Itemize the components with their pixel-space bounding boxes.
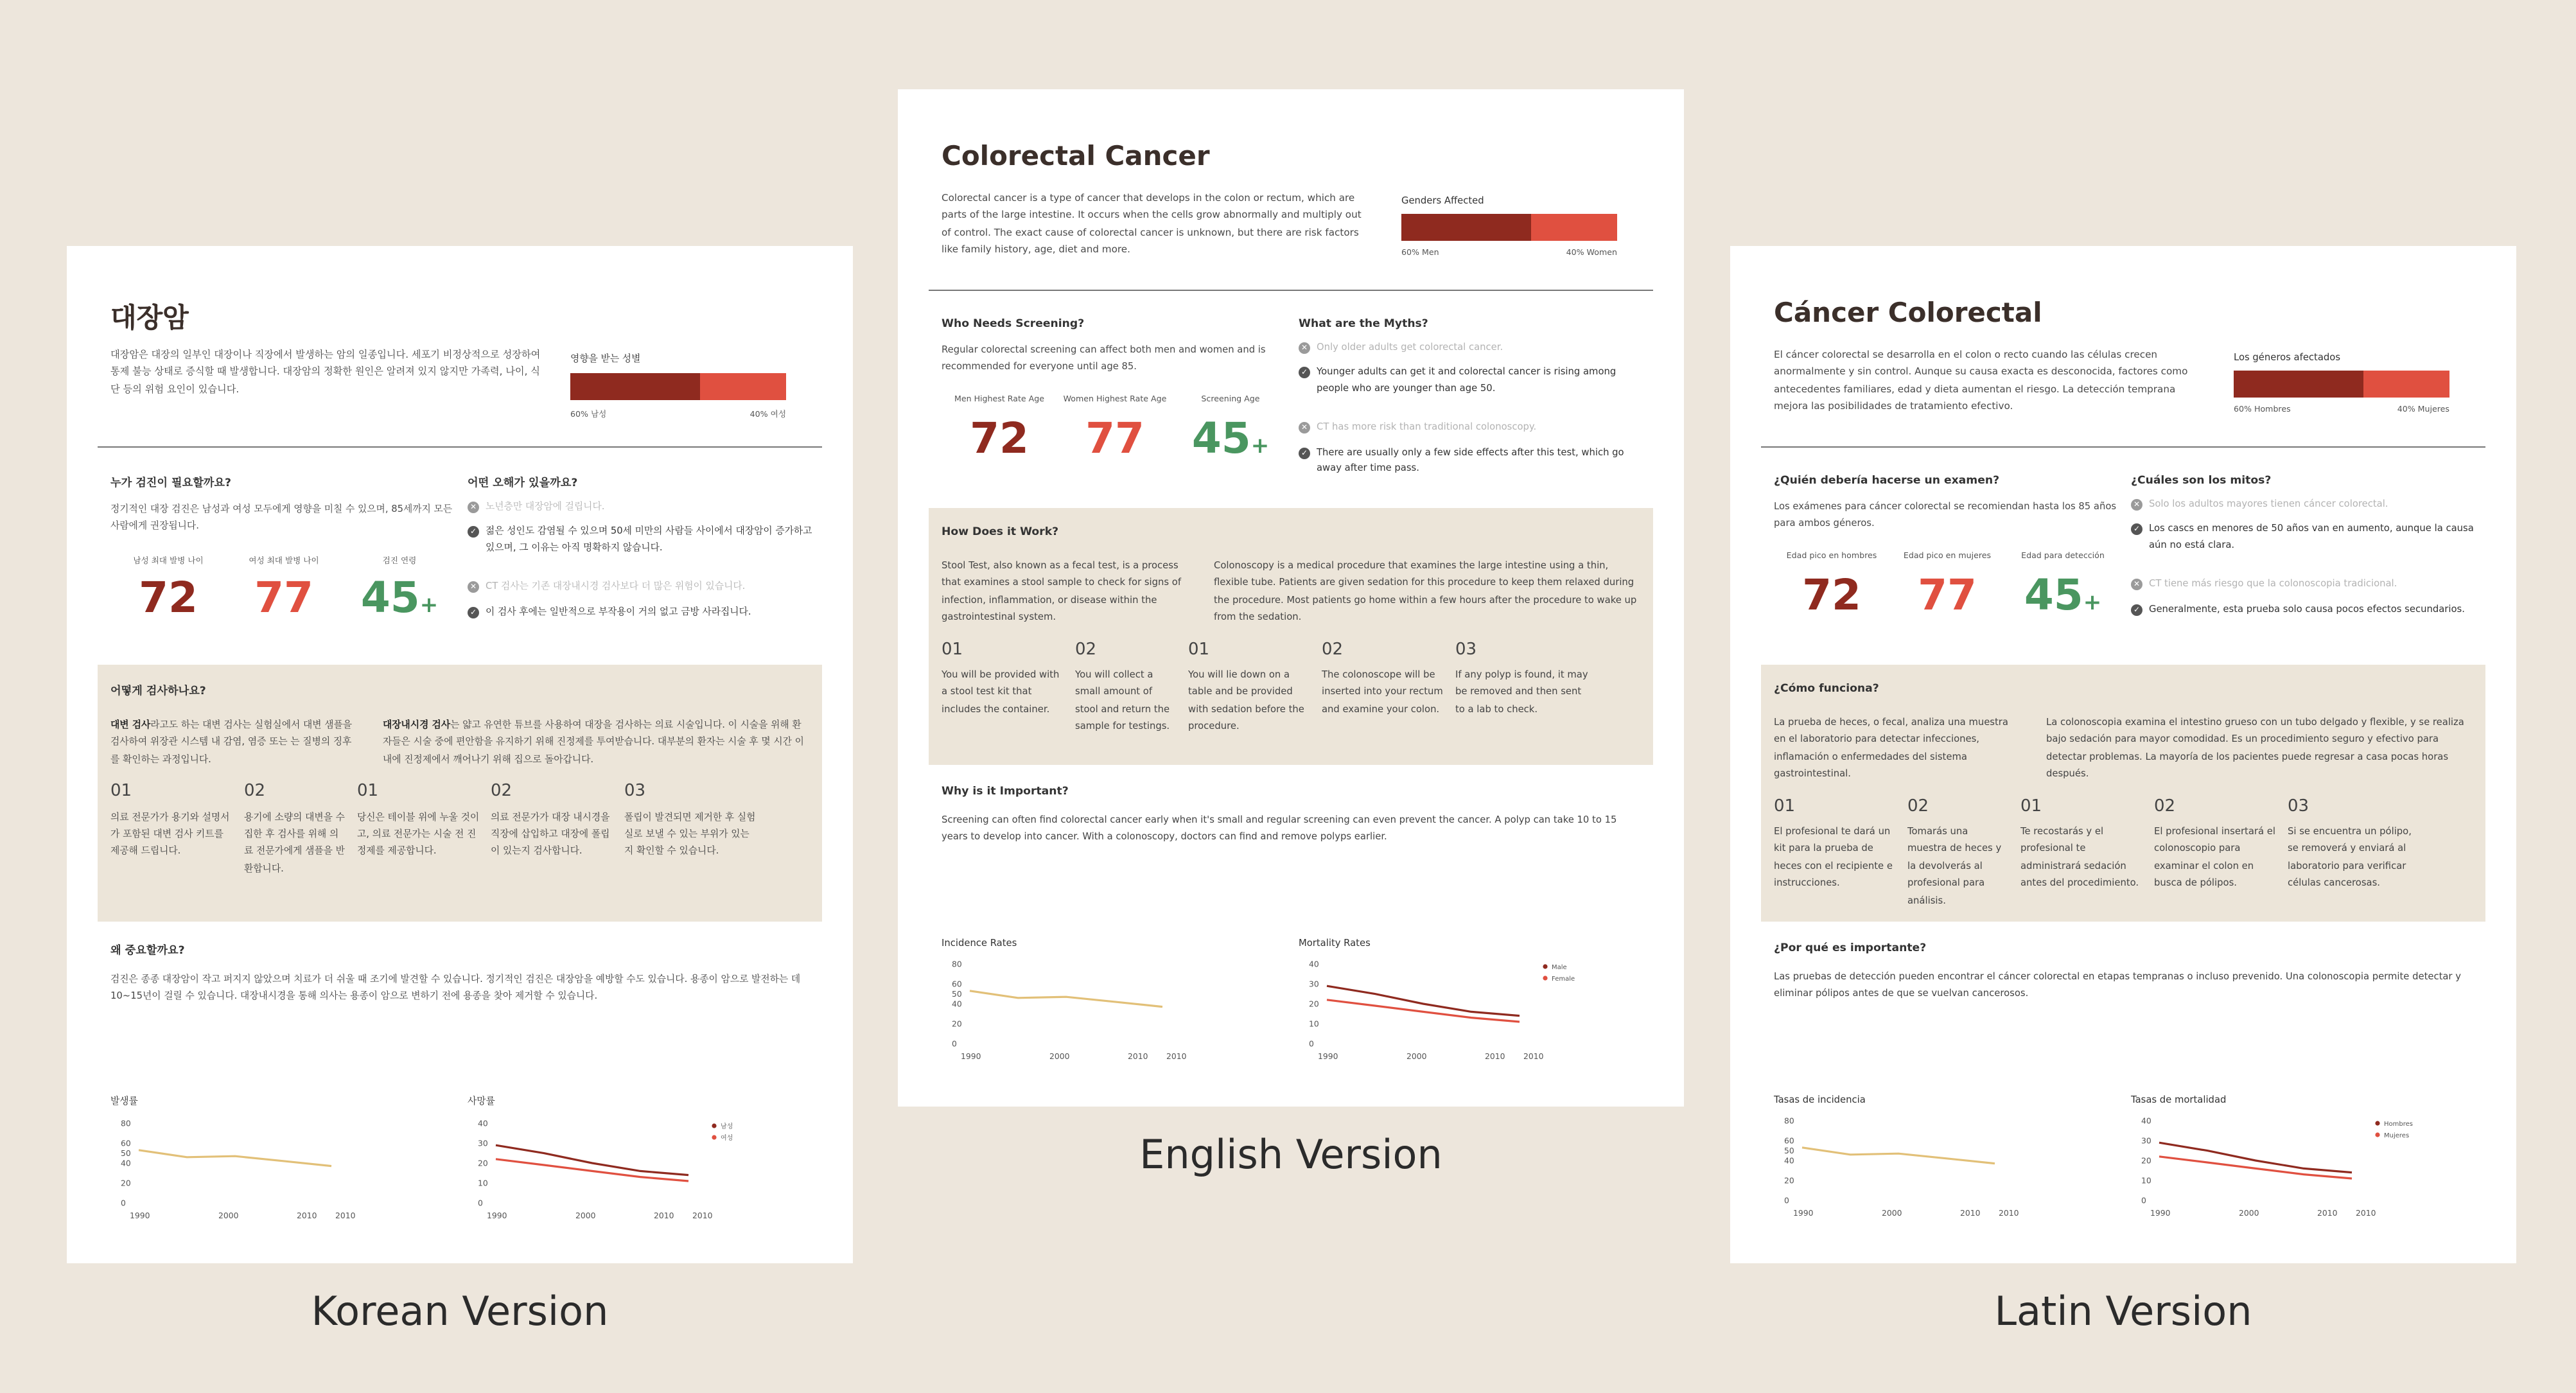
- caption-english: English Version: [1139, 1131, 1442, 1178]
- how-heading: 어떻게 검사하나요?: [110, 685, 206, 698]
- y-tick-label: 20: [952, 1019, 962, 1029]
- myth-item: [468, 579, 817, 595]
- check-circle-icon: ✓: [2131, 524, 2142, 536]
- colonoscopy-description: 대장내시경 검사는 얇고 유연한 튜브를 사용하여 대장을 검사하는 의료 시술입니다. 이 시술을 위해 환자들은 시술 중에 편안함을 유지하기 위해 진정제를 투여받습니다. 대부분의 환자는 시술 후 몇 시간 이내에 진정제에서 깨어나기 위해 집으로 돌아갑니다.: [383, 719, 804, 765]
- why-heading: Why is it Important?: [942, 785, 1069, 798]
- stat-label: 여성 최대 발병 나이: [249, 557, 319, 566]
- x-circle-icon: ✕: [2131, 499, 2142, 511]
- stat-label: Edad pico en mujeres: [1903, 552, 1992, 561]
- x-circle-icon: ✕: [1299, 342, 1310, 354]
- page-title: Colorectal Cancer: [942, 141, 1210, 171]
- procedure-step: [942, 641, 1075, 735]
- stool-test-description: 대변 검사라고도 하는 대변 검사는 실험실에서 대변 샘플을 검사하여 위장관 시스템 내 감염, 염증 또는 는 질병의 징후를 확인하는 과정입니다.: [110, 719, 353, 765]
- procedure-steps: [110, 783, 809, 877]
- age-stats: [1774, 552, 2121, 629]
- incidence-chart-svg: [1774, 1113, 2095, 1241]
- page-title: Cáncer Colorectal: [1774, 297, 2042, 328]
- myth-text: 젊은 성인도 감염될 수 있으며 50세 미만의 사람들 사이에서 대장암이 증가하고 있으며, 그 이유는 아직 명확하지 않습니다.: [486, 525, 812, 553]
- check-circle-icon: ✓: [468, 606, 479, 618]
- x-tick-label: 1990: [1318, 1051, 1338, 1061]
- how-does-it-work-panel: [98, 665, 822, 922]
- procedure-steps: [1774, 798, 2473, 909]
- myths-heading: ¿Cuáles son los mitos?: [2131, 475, 2272, 487]
- check-circle-icon: ✓: [468, 527, 479, 538]
- incidence-line: [139, 1150, 331, 1166]
- y-tick-label: 0: [2141, 1195, 2146, 1205]
- y-tick-label: 0: [1784, 1195, 1789, 1205]
- step-text: You will lie down on a table and be provided with sedation before the procedure.: [1188, 669, 1304, 732]
- y-tick-label: 80: [121, 1118, 131, 1128]
- legend-female-label: 여성: [721, 1135, 733, 1142]
- procedure-step: [1774, 798, 1907, 909]
- stat-2: [1889, 552, 2005, 629]
- divider: [1761, 446, 2485, 448]
- stat-1: [1774, 552, 1889, 629]
- check-circle-icon: ✓: [2131, 604, 2142, 615]
- x-tick-label: 2000: [1882, 1208, 1902, 1218]
- intro-text: 대장암은 대장의 일부인 대장이나 직장에서 발생하는 암의 일종입니다. 세포기 비정상적으로 성장하여 통제 불능 상태로 증식할 때 발생합니다. 대장암의 정확한 원인은 알려져 있지 않지만 가족력, 나이, 식단 등의 위험 요인이 있습니다.: [110, 349, 541, 395]
- women-segment: [700, 373, 786, 400]
- age-stats: [110, 554, 457, 631]
- stat-value: 77: [1085, 413, 1144, 463]
- step-text: Te recostarás y el profesional te administrará sedación antes del procedimiento.: [2020, 825, 2139, 889]
- genders-label: Los géneros afectados: [2234, 351, 2341, 363]
- stat-value: 77: [254, 572, 313, 622]
- y-tick-label: 20: [121, 1178, 131, 1188]
- why-text: 검진은 종종 대장암이 작고 퍼지지 않았으며 치료가 더 쉬울 때 조기에 발견할 수 있습니다. 정기적인 검진은 대장암을 예방할 수도 있습니다. 용종이 암으로 발전하는 데 10~15년이 걸릴 수 있습니다. 대장내시경을 통해 의사는 용종이 암으로 변하기 전에 용종을 찾아 제거할 수 있습니다.: [110, 973, 801, 1002]
- legend-male-swatch: [1543, 964, 1547, 968]
- x-circle-icon: ✕: [468, 502, 479, 513]
- step-text: You will be provided with a stool test kit that includes the container.: [942, 669, 1060, 715]
- who-heading: ¿Quién debería hacerse un examen?: [1774, 475, 2000, 487]
- x-tick-label: 1990: [487, 1211, 507, 1220]
- step-number: 01: [110, 782, 132, 802]
- step-number: 02: [244, 782, 266, 802]
- y-tick-label: 20: [478, 1158, 488, 1168]
- myths-heading: What are the Myths?: [1299, 318, 1428, 331]
- step-number: 01: [1188, 640, 1210, 660]
- x-tick-label: 2000: [218, 1211, 239, 1220]
- genders-label: 영향을 받는 성별: [570, 353, 641, 364]
- x-tick-label: 2010: [1523, 1051, 1544, 1061]
- myth-item: [1299, 340, 1648, 356]
- y-tick-label: 40: [1784, 1155, 1794, 1166]
- genders-affected-bar: [2234, 351, 2449, 414]
- why-important-section: [942, 785, 1640, 846]
- y-tick-label: 30: [478, 1138, 488, 1148]
- legend-female-swatch: [2375, 1132, 2379, 1137]
- why-heading: ¿Por qué es importante?: [1774, 942, 1927, 955]
- mortality-chart-svg: [468, 1116, 789, 1244]
- mortality-chart-svg: [2131, 1113, 2452, 1241]
- y-tick-label: 40: [121, 1158, 131, 1168]
- divider: [929, 290, 1653, 291]
- y-tick-label: 20: [1784, 1175, 1794, 1186]
- y-tick-label: 60: [1784, 1135, 1794, 1146]
- procedure-step: [110, 783, 244, 877]
- men-segment: [1401, 214, 1531, 241]
- y-tick-label: 50: [1784, 1145, 1794, 1155]
- women-segment: [1531, 214, 1617, 241]
- procedure-step: [1322, 641, 1455, 735]
- men-segment: [2234, 371, 2363, 398]
- who-needs-screening: [942, 318, 1288, 472]
- mortality-chart: [2131, 1094, 2452, 1248]
- step-text: 용기에 소량의 대변을 수집한 후 검사를 위해 의료 전문가에게 샘플을 반환합니다.: [244, 810, 345, 874]
- x-tick-label: 2000: [575, 1211, 596, 1220]
- step-text: El profesional te dará un kit para la prueba de heces con el recipiente e instrucciones.: [1774, 825, 1893, 889]
- who-needs-screening: [110, 475, 457, 631]
- step-number: 01: [1774, 796, 1796, 816]
- procedure-step: [2154, 798, 2288, 909]
- why-text: Las pruebas de detección pueden encontrar el cáncer colorectal en etapas tempranas o incluso prevenido. Una colonoscopia permite detectar y eliminar pólipos antes de que se vuelvan cancerosos.: [1774, 970, 2461, 999]
- women-segment: [2363, 371, 2449, 398]
- incidence-chart: [1774, 1094, 2095, 1248]
- myth-text: 이 검사 후에는 일반적으로 부작용이 거의 없고 금방 사라집니다.: [486, 605, 751, 617]
- step-text: Si se encuentra un pólipo, se removerá y enviará al laboratorio para verificar células cancerosas.: [2288, 825, 2412, 889]
- incidence-line: [970, 991, 1162, 1007]
- infographic-page-en: [898, 89, 1684, 1107]
- colonoscopy-description: La colonoscopia examina el intestino grueso con un tubo delgado y flexible, y se realiza bajo sedación para mayor comodidad. Es un procedimiento seguro y efectivo para detectar problemas. La mayoría de los pacientes puede regresar a casa pocas horas después.: [2046, 716, 2464, 780]
- x-tick-label: 1990: [1793, 1208, 1814, 1218]
- stat-2: [1057, 395, 1173, 472]
- legend-female-label: Mujeres: [2384, 1132, 2410, 1139]
- step-text: The colonoscope will be inserted into your rectum and examine your colon.: [1322, 669, 1443, 715]
- x-tick-label: 2010: [2356, 1208, 2376, 1218]
- y-tick-label: 0: [478, 1198, 483, 1208]
- stat-label: Edad pico en hombres: [1786, 552, 1877, 561]
- how-does-it-work-panel: [929, 508, 1653, 765]
- caption-latin: Latin Version: [1994, 1288, 2252, 1335]
- stat-2: [226, 554, 342, 631]
- stat-label: Screening Age: [1201, 395, 1260, 404]
- mortality-chart-title: Mortality Rates: [1299, 937, 1371, 949]
- infographic-page-ko: [67, 246, 853, 1263]
- myth-text: Solo los adultos mayores tienen cáncer colorectal.: [2149, 498, 2388, 509]
- procedure-step: [357, 783, 491, 877]
- y-tick-label: 0: [952, 1038, 957, 1049]
- women-share-label: 40% Women: [1566, 249, 1617, 258]
- step-text: If any polyp is found, it may be removed and then sent to a lab to check.: [1455, 669, 1588, 715]
- genders-label: Genders Affected: [1401, 195, 1484, 206]
- y-tick-label: 20: [1309, 999, 1319, 1009]
- who-text: Los exámenes para cáncer colorectal se recomiendan hasta los 85 años para ambos géneros.: [1774, 500, 2117, 529]
- y-tick-label: 30: [1309, 979, 1319, 989]
- step-number: 03: [1455, 640, 1477, 660]
- stat-label: Men Highest Rate Age: [954, 395, 1045, 404]
- y-tick-label: 40: [2141, 1116, 2151, 1126]
- myth-item: [468, 499, 817, 515]
- procedure-step: [2288, 798, 2431, 909]
- divider: [98, 446, 822, 448]
- myths-section: [1299, 318, 1648, 477]
- incidence-chart-svg: [110, 1116, 432, 1244]
- x-tick-label: 2010: [692, 1211, 713, 1220]
- gender-bar: [1401, 214, 1617, 241]
- age-stats: [942, 395, 1288, 472]
- stat-value: 72: [970, 413, 1029, 463]
- women-share-label: 40% 여성: [749, 410, 786, 419]
- who-heading: Who Needs Screening?: [942, 318, 1085, 331]
- x-tick-label: 2010: [654, 1211, 674, 1220]
- myth-item: [1299, 419, 1648, 435]
- step-number: 02: [1907, 796, 1929, 816]
- x-tick-label: 2010: [1999, 1208, 2019, 1218]
- step-text: Tomarás una muestra de heces y la devolverás al profesional para análisis.: [1907, 825, 2002, 906]
- procedure-step: [244, 783, 357, 877]
- y-tick-label: 10: [1309, 1019, 1319, 1029]
- fact-item: [468, 524, 817, 556]
- who-heading: 누가 검진이 필요할까요?: [110, 477, 231, 490]
- x-tick-label: 2010: [1485, 1051, 1505, 1061]
- x-circle-icon: ✕: [468, 581, 479, 593]
- stat-3: [342, 554, 457, 631]
- stat-value: 45+: [1191, 413, 1270, 463]
- fact-item: [2131, 601, 2480, 617]
- check-circle-icon: ✓: [1299, 447, 1310, 459]
- stat-3: [2005, 552, 2121, 629]
- myth-text: 노년층만 대장암에 걸립니다.: [486, 500, 605, 512]
- myth-text: Only older adults get colorectal cancer.: [1317, 341, 1503, 353]
- x-tick-label: 2010: [297, 1211, 317, 1220]
- myths-section: [468, 475, 817, 620]
- procedure-step: [2020, 798, 2154, 909]
- incidence-line: [1802, 1148, 1995, 1164]
- intro-text: Colorectal cancer is a type of cancer that develops in the colon or rectum, which are parts of the large intestine. It occurs when the cells grow abnormally and multiply out of control. The exact cause of colorectal cancer is unknown, but there are risk factors like family history, age, diet and more.: [942, 192, 1362, 256]
- legend-male-label: 남성: [721, 1123, 733, 1130]
- myth-text: Generalmente, esta prueba solo causa pocos efectos secundarios.: [2149, 602, 2465, 615]
- x-tick-label: 1990: [130, 1211, 150, 1220]
- y-tick-label: 80: [952, 959, 962, 969]
- stool-test-description: La prueba de heces, o fecal, analiza una muestra en el laboratorio para detectar infecciones, inflamación o enfermedades del sistema gastrointestinal.: [1774, 716, 2008, 780]
- stat-value: 45+: [360, 572, 439, 622]
- procedure-step: [491, 783, 624, 877]
- procedure-step: [624, 783, 768, 877]
- stat-label: 남성 최대 발병 나이: [133, 557, 204, 566]
- y-tick-label: 10: [2141, 1175, 2151, 1186]
- mortality-chart-title: 사망률: [468, 1095, 495, 1107]
- step-text: 의료 전문가가 용기와 설명서가 포함된 대변 검사 키트를 제공해 드립니다.: [110, 810, 230, 857]
- step-text: 의료 전문가가 대장 내시경을 직장에 삽입하고 대장에 폴립이 있는지 검사합니다.: [491, 810, 610, 857]
- stat-label: 검진 연령: [382, 557, 417, 566]
- legend-female-swatch: [712, 1135, 716, 1139]
- y-tick-label: 0: [121, 1198, 126, 1208]
- step-text: 폴립이 발견되면 제거한 후 실험실로 보낼 수 있는 부위가 있는지 확인할 수 있습니다.: [624, 810, 756, 857]
- stat-label: Edad para detección: [2021, 552, 2105, 561]
- step-number: 02: [491, 782, 513, 802]
- stat-1: [942, 395, 1057, 472]
- colonoscopy-description: Colonoscopy is a medical procedure that examines the large intestine using a thin, flexible tube. Patients are given sedation for this procedure to keep them relaxed during the procedure. Most patients go home within a few hours after the procedure to wake up from the sedation.: [1214, 559, 1637, 623]
- procedure-step: [1907, 798, 2020, 909]
- fact-item: [2131, 521, 2480, 554]
- step-number: 02: [1075, 640, 1097, 660]
- mortality-chart-svg: [1299, 956, 1620, 1085]
- how-heading: How Does it Work?: [942, 526, 1059, 539]
- y-tick-label: 0: [1309, 1038, 1314, 1049]
- stat-value: 77: [1918, 570, 1977, 620]
- legend-male-swatch: [2375, 1121, 2379, 1125]
- why-text: Screening can often find colorectal cancer early when it's small and regular screening can even prevent the cancer. A polyp can take 10 to 15 years to develop into cancer. With a colonoscopy, doctors can find and remove polyps earlier.: [942, 814, 1617, 843]
- page-title: 대장암: [110, 302, 189, 333]
- x-tick-label: 2010: [1128, 1051, 1148, 1061]
- gender-bar: [570, 373, 786, 400]
- procedure-step: [1188, 641, 1322, 735]
- procedure-step: [1455, 641, 1599, 735]
- myth-text: Younger adults can get it and colorectal cancer is rising among people who are younger than age 50.: [1317, 365, 1617, 394]
- mortality-chart-title: Tasas de mortalidad: [2131, 1094, 2227, 1105]
- x-tick-label: 2010: [1166, 1051, 1187, 1061]
- y-tick-label: 60: [952, 979, 962, 989]
- step-number: 01: [2020, 796, 2042, 816]
- step-number: 03: [624, 782, 646, 802]
- x-tick-label: 2000: [2239, 1208, 2259, 1218]
- myths-section: [2131, 475, 2480, 617]
- y-tick-label: 40: [952, 999, 962, 1009]
- y-tick-label: 40: [1309, 959, 1319, 969]
- how-heading: ¿Cómo funciona?: [1774, 683, 1879, 696]
- incidence-chart: [110, 1094, 432, 1248]
- stat-value: 72: [1802, 570, 1861, 620]
- x-tick-label: 1990: [961, 1051, 981, 1061]
- x-tick-label: 2010: [2317, 1208, 2338, 1218]
- incidence-chart-svg: [942, 956, 1263, 1085]
- men-share-label: 60% Men: [1401, 249, 1439, 258]
- infographic-page-es: [1730, 246, 2516, 1263]
- stat-3: [1173, 395, 1288, 472]
- myth-text: CT tiene más riesgo que la colonoscopia tradicional.: [2149, 577, 2397, 590]
- stool-test-description: Stool Test, also known as a fecal test, is a process that examines a stool sample to check for signs of infection, inflammation, or disease within the gastrointestinal system.: [942, 559, 1182, 623]
- gender-bar: [2234, 371, 2449, 398]
- x-tick-label: 2010: [335, 1211, 356, 1220]
- incidence-chart-title: Tasas de incidencia: [1774, 1094, 1866, 1105]
- fact-item: [468, 604, 817, 620]
- myth-text: There are usually only a few side effects after this test, which go away after time pass.: [1317, 446, 1624, 474]
- why-important-section: [110, 942, 809, 1005]
- step-number: 02: [2154, 796, 2176, 816]
- procedure-steps: [942, 641, 1640, 735]
- myth-text: CT 검사는 기존 대장내시경 검사보다 더 많은 위험이 있습니다.: [486, 580, 746, 592]
- fact-item: [1299, 365, 1648, 397]
- who-needs-screening: [1774, 475, 2121, 629]
- stat-1: [110, 554, 226, 631]
- check-circle-icon: ✓: [1299, 367, 1310, 379]
- incidence-chart-title: Incidence Rates: [942, 937, 1017, 949]
- x-circle-icon: ✕: [2131, 579, 2142, 590]
- myth-text: Los cascs en menores de 50 años van en aumento, aunque la causa aún no está clara.: [2149, 522, 2474, 550]
- step-number: 03: [2288, 796, 2309, 816]
- caption-korean: Korean Version: [311, 1288, 609, 1335]
- y-tick-label: 40: [478, 1118, 488, 1128]
- stat-value: 72: [139, 572, 198, 622]
- legend-male-label: Male: [1552, 964, 1567, 971]
- why-important-section: [1774, 942, 2473, 1003]
- mortality-chart: [1299, 937, 1620, 1091]
- y-tick-label: 30: [2141, 1135, 2151, 1146]
- intro-text: El cáncer colorectal se desarrolla en el colon o recto cuando las células crecen anormalmente y sin control. Aunque su causa exacta es desconocida, factores como antecedentes familiares, edad y dieta aumentan el riesgo. La detección temprana mejora las posibilidades de tratamiento efectivo.: [1774, 349, 2188, 412]
- how-does-it-work-panel: [1761, 665, 2485, 922]
- y-tick-label: 50: [121, 1148, 131, 1158]
- genders-affected-bar: [570, 351, 786, 419]
- y-tick-label: 50: [952, 988, 962, 999]
- x-tick-label: 2000: [1049, 1051, 1070, 1061]
- genders-affected-bar: [1401, 195, 1617, 258]
- y-tick-label: 60: [121, 1138, 131, 1148]
- x-circle-icon: ✕: [1299, 422, 1310, 434]
- women-share-label: 40% Mujeres: [2397, 405, 2449, 414]
- legend-female-swatch: [1543, 976, 1547, 980]
- mortality-chart: [468, 1094, 789, 1248]
- who-text: Regular colorectal screening can affect both men and women and is recommended for everyone until age 85.: [942, 344, 1266, 372]
- step-number: 01: [942, 640, 963, 660]
- y-tick-label: 20: [2141, 1155, 2151, 1166]
- myth-text: CT has more risk than traditional colonoscopy.: [1317, 421, 1537, 433]
- men-share-label: 60% 남성: [570, 410, 607, 419]
- legend-female-label: Female: [1552, 976, 1575, 983]
- myth-item: [2131, 576, 2480, 592]
- y-tick-label: 10: [478, 1178, 488, 1188]
- x-tick-label: 1990: [2150, 1208, 2171, 1218]
- stat-value: 45+: [2024, 570, 2102, 620]
- step-text: You will collect a small amount of stool and return the sample for testings.: [1075, 669, 1170, 732]
- step-text: 당신은 테이블 위에 누울 것이고, 의료 전문가는 시술 전 진정제를 제공합니다.: [357, 810, 480, 857]
- why-heading: 왜 중요할까요?: [110, 945, 185, 958]
- myths-heading: 어떤 오해가 있을까요?: [468, 477, 578, 490]
- who-text: 정기적인 대장 검진은 남성과 여성 모두에게 영향을 미칠 수 있으며, 85세까지 모든 사람에게 권장됩니다.: [110, 503, 453, 531]
- legend-male-swatch: [712, 1123, 716, 1128]
- legend-male-label: Hombres: [2384, 1121, 2413, 1128]
- men-segment: [570, 373, 700, 400]
- step-number: 01: [357, 782, 379, 802]
- men-share-label: 60% Hombres: [2234, 405, 2291, 414]
- step-text: El profesional insertará el colonoscopio para examinar el colon en busca de pólipos.: [2154, 825, 2275, 889]
- step-number: 02: [1322, 640, 1344, 660]
- x-tick-label: 2010: [1960, 1208, 1981, 1218]
- fact-item: [1299, 444, 1648, 477]
- incidence-chart-title: 발생률: [110, 1095, 138, 1107]
- stat-label: Women Highest Rate Age: [1063, 395, 1167, 404]
- myth-item: [2131, 496, 2480, 513]
- procedure-step: [1075, 641, 1188, 735]
- incidence-chart: [942, 937, 1263, 1091]
- x-tick-label: 2000: [1406, 1051, 1427, 1061]
- y-tick-label: 80: [1784, 1116, 1794, 1126]
